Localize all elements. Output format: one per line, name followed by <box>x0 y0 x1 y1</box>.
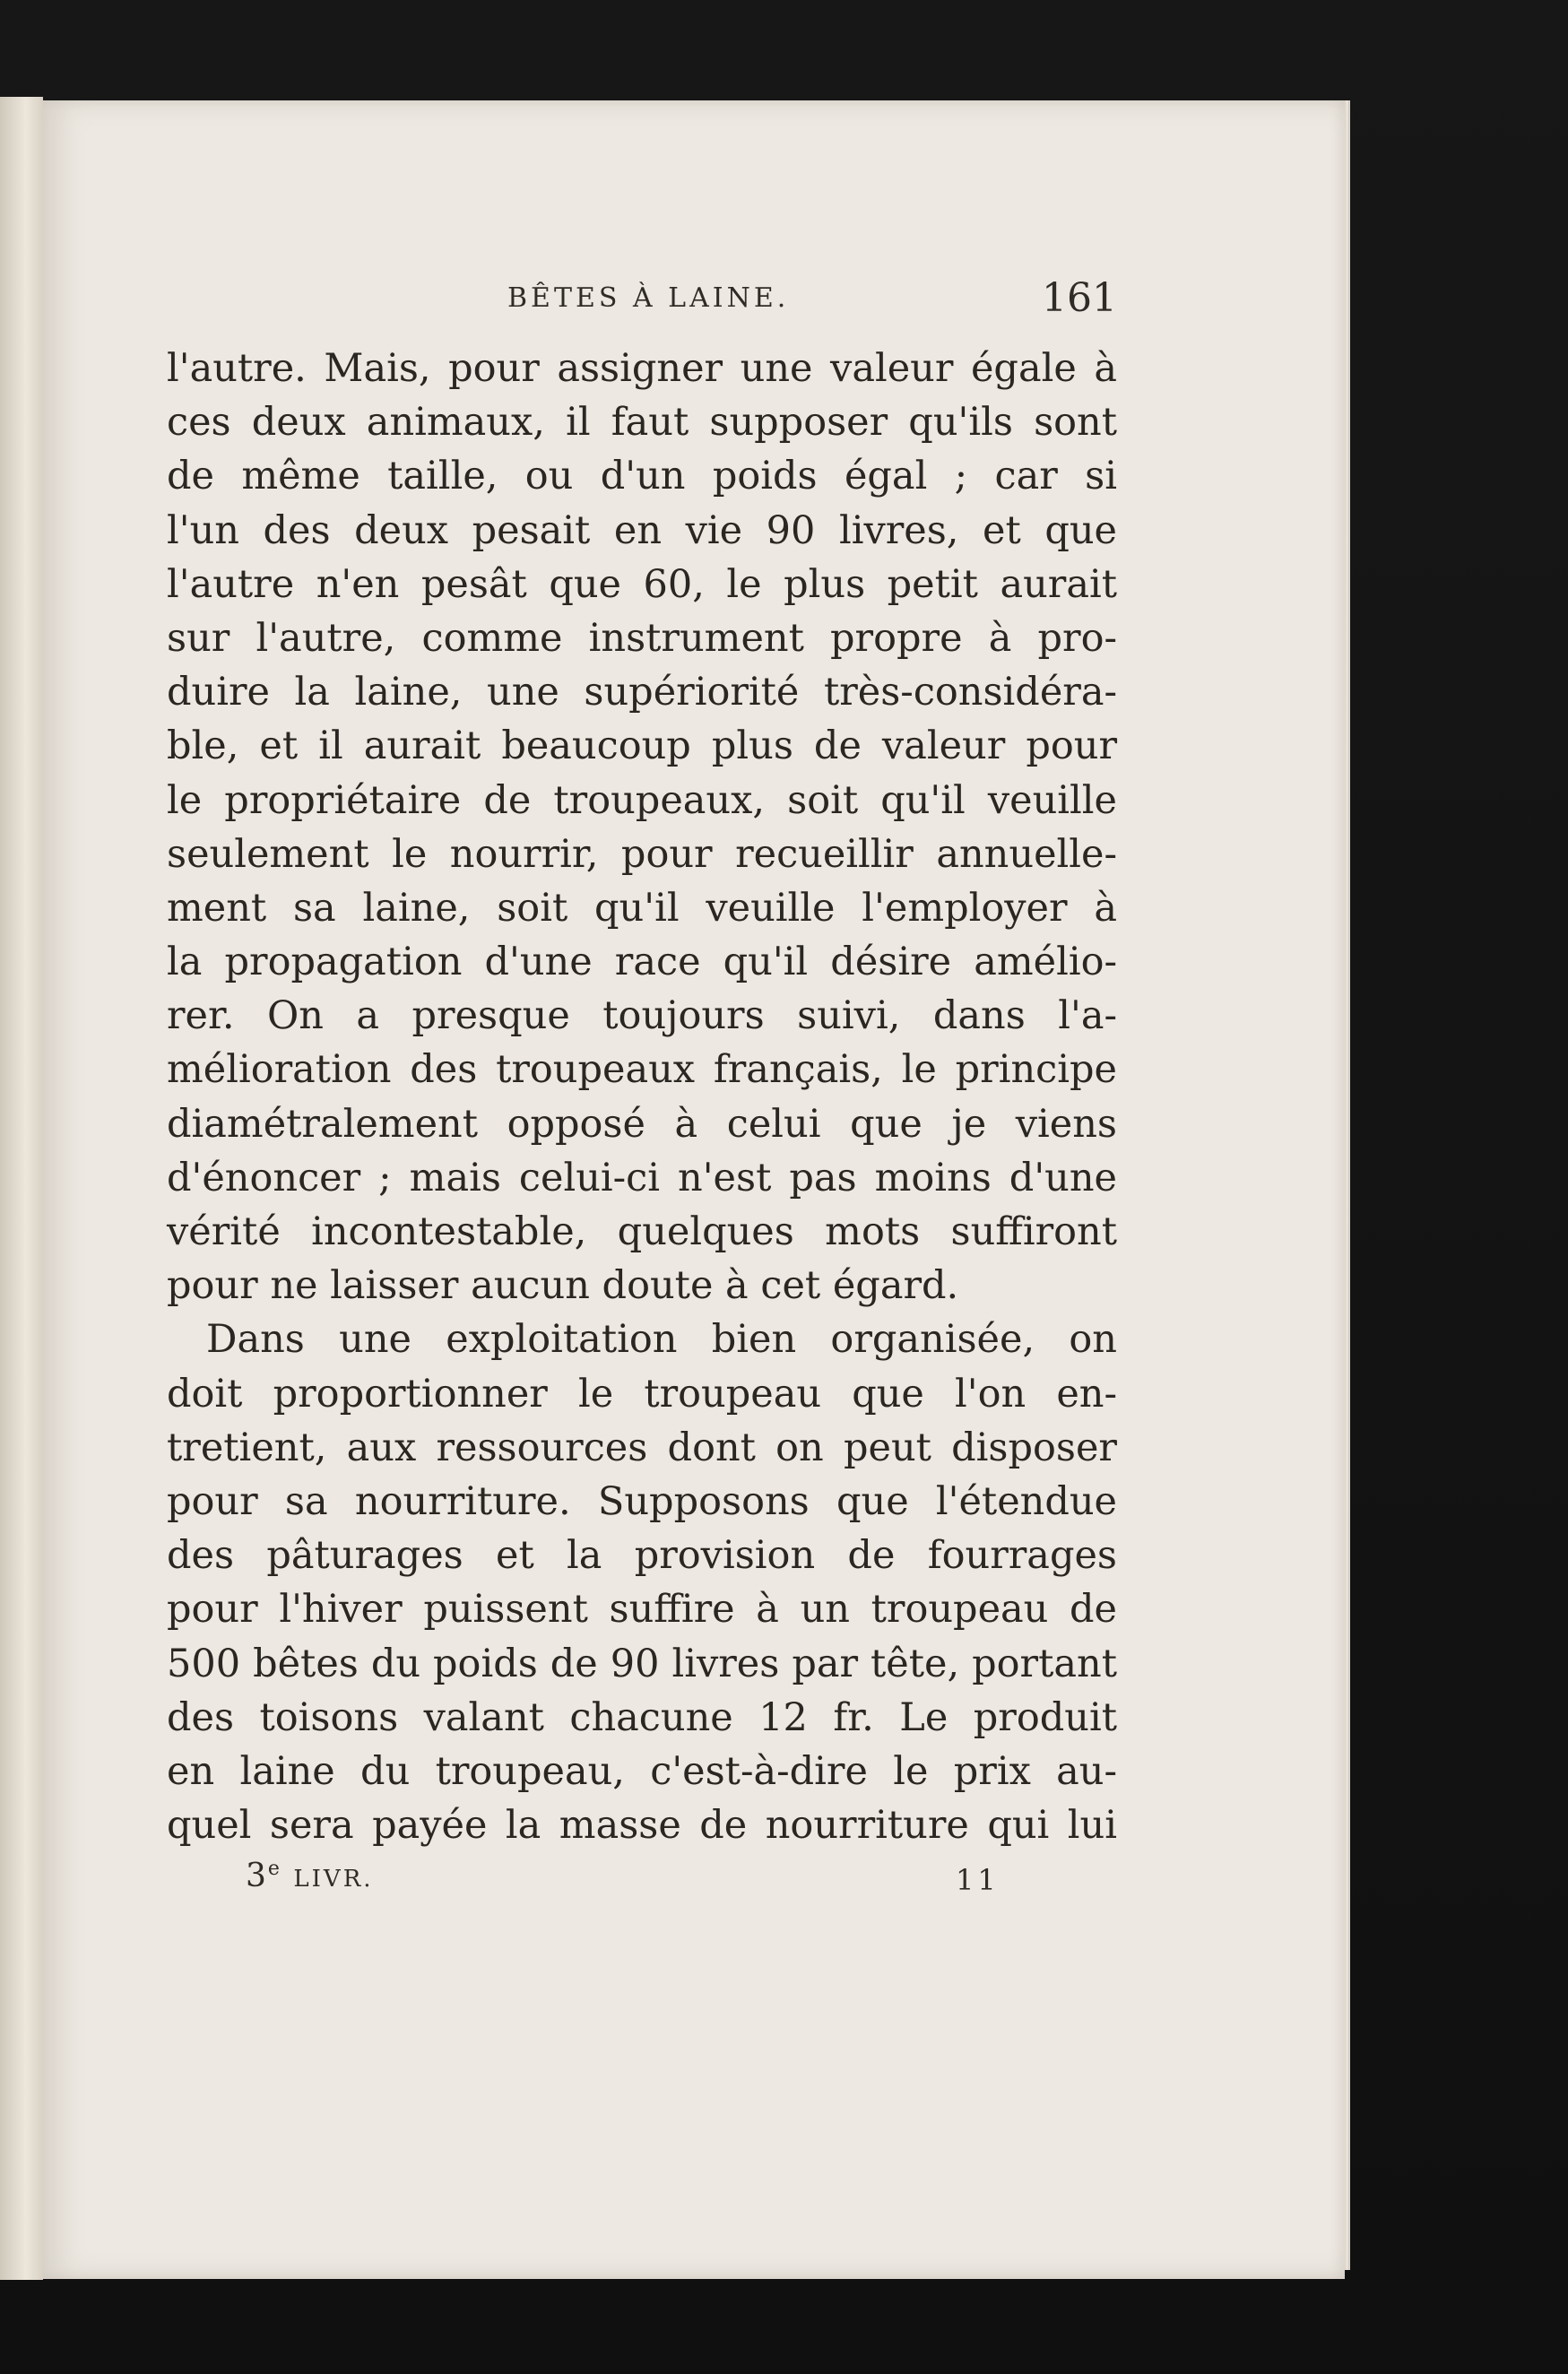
text-line: seulement le nourrir, pour recueillir annuelle- <box>167 831 1117 877</box>
text-line: rer. On a presque toujours suivi, dans l'a- <box>167 993 1117 1039</box>
page-body <box>167 275 1117 1911</box>
text-line: le propriétaire de troupeaux, soit qu'il veuille <box>167 777 1117 823</box>
text-line: vérité incontestable, quelques mots suffiront <box>167 1209 1117 1254</box>
text-line: 500 bêtes du poids de 90 livres par tête, portant <box>167 1641 1117 1686</box>
sheet-number: 11 <box>956 1863 1000 1898</box>
text-line: mélioration des troupeaux français, le principe <box>167 1047 1117 1093</box>
text-line: tretient, aux ressources dont on peut disposer <box>167 1425 1117 1470</box>
text-line: en laine du troupeau, c'est-à-dire le prix au- <box>167 1748 1117 1794</box>
running-head <box>167 275 1117 338</box>
text-line: pour sa nourriture. Supposons que l'étendue <box>167 1478 1117 1524</box>
text-line: l'autre n'en pesât que 60, le plus petit aurait <box>167 561 1117 607</box>
signature-label: LIVR. <box>293 1866 374 1893</box>
text-line: l'autre. Mais, pour assigner une valeur égale à <box>167 346 1117 391</box>
body-text <box>167 342 1117 1852</box>
text-line: doit proportionner le troupeau que l'on en- <box>167 1371 1117 1417</box>
running-title: BÊTES À LAINE. <box>507 282 790 314</box>
text-line: quel sera payée la masse de nourriture qui lui <box>167 1803 1117 1849</box>
text-line: la propagation d'une race qu'il désire amélio- <box>167 940 1117 985</box>
text-line: diamétralement opposé à celui que je viens <box>167 1101 1117 1147</box>
text-line: de même taille, ou d'un poids égal ; car si <box>167 454 1117 499</box>
page-footer <box>167 1858 1117 1911</box>
text-line: ble, et il aurait beaucoup plus de valeur pour <box>167 723 1117 769</box>
signature-superscript: e <box>267 1858 282 1881</box>
facing-page-edge <box>0 97 43 2280</box>
text-line: d'énoncer ; mais celui-ci n'est pas moins d'une <box>167 1155 1117 1200</box>
text-line: pour l'hiver puissent suffire à un troupeau de <box>167 1587 1117 1633</box>
text-line: des toisons valant chacune 12 fr. Le produit <box>167 1694 1117 1740</box>
text-line: Dans une exploitation bien organisée, on <box>206 1317 1117 1363</box>
signature-number: 3 <box>246 1858 268 1895</box>
text-line: ces deux animaux, il faut supposer qu'ils sont <box>167 400 1117 446</box>
text-line: duire la laine, une supériorité très-considéra- <box>167 670 1117 715</box>
text-line: ment sa laine, soit qu'il veuille l'employer à <box>167 885 1117 931</box>
book-page <box>43 100 1345 2279</box>
text-line: pour ne laisser aucun doute à cet égard. <box>167 1263 959 1309</box>
page-number: 161 <box>1042 275 1117 321</box>
text-line: l'un des deux pesait en vie 90 livres, et que <box>167 507 1117 553</box>
text-line: des pâturages et la provision de fourrages <box>167 1533 1117 1579</box>
signature-mark <box>246 1858 374 1894</box>
text-line: sur l'autre, comme instrument propre à pro- <box>167 615 1117 661</box>
